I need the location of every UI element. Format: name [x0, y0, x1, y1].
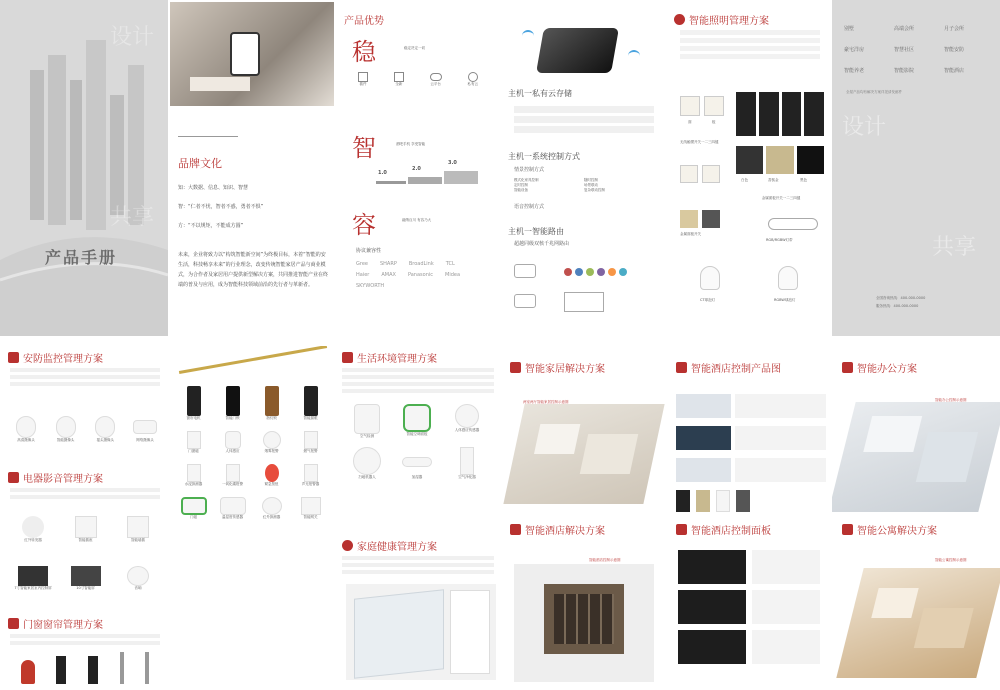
lighting-panel: 智能照明管理方案 面 板 无线触摸开关一二三四键 白色 香槟金 黑色 金属面板开关一二三四键 金属面板开关 RGB/RGBW灯带 CT球泡灯 RGBW球泡灯: [666, 0, 832, 336]
env-device-grid: 空气检测 智能空调面板 人体感应传感器 扫地机器人 加湿器 空气净化器: [342, 404, 494, 480]
heart-icon: [342, 540, 353, 551]
brand-paragraph: 未来，企业将致力以“构筑智能新空间”为终极目标，本着“智能的安生活，科技畅享未来”的行业理念，改变传统智能家居产品与商业模式，为合作者及家居用户提供新型解决方案，共同推进智能产业在终端的普及与应用，成为智能科技领域前沿的先行者与革新者。: [178, 252, 329, 288]
hotel-products-heading: 智能酒店控制产品图: [691, 364, 781, 375]
device-grid: 窗帘电机 智能门锁 指纹锁 智能猫眼 门窗磁 人体感应 烟雾报警 燃气报警 水浸探测器 一氧化碳报警 紧急按钮 声光报警器 门磁 温湿度传感器 红外探测器 智能网关: [174, 386, 332, 520]
home-banner: 两室两厅智能家居控制示意图: [523, 400, 569, 404]
brand-heading: 品牌文化: [178, 157, 222, 170]
white-switch: [704, 96, 724, 116]
curtain-heading: 门窗窗帘管理方案: [23, 620, 103, 631]
office-banner: 智能办公控制示意图: [935, 398, 967, 402]
security-panel: [0, 346, 168, 690]
home-floorplan: [503, 404, 664, 504]
security-heading: 安防监控管理方案: [23, 354, 103, 365]
hotline: 全国咨询热线：400-000-0000: [876, 296, 926, 300]
home-heading: 智能家居解决方案: [525, 364, 605, 375]
brand-lines: 知：大数据、信息、知识、智慧 智：“仁者不忧，智者不惑，勇者不惧” 方：“不以规矩，不能成方圆”: [178, 185, 264, 229]
host-panel: 主机一私有云存储 主机一系统控制方式 情景控制方式 模式化家具控制 随时控制 定时控制 场景联动 智能设备 复杂联动控制 语音控制方式 主机一智能路由 超越同级双核千兆网路由: [500, 0, 666, 336]
advantage-icons: 插件 全新 云平台 私有云: [358, 72, 478, 87]
shield-icon: [8, 352, 19, 363]
home-panel: [500, 346, 666, 690]
cloud-icon: [430, 73, 442, 81]
version-steps: 1.0 2.0 3.0: [376, 165, 486, 190]
compat-title: 协议兼容性: [356, 248, 382, 254]
health-kit-image: [346, 584, 496, 680]
white-switch: [680, 96, 700, 116]
panel-icon: [676, 524, 687, 535]
health-heading: 家庭健康管理方案: [357, 542, 437, 553]
rgb-strip: [768, 218, 818, 230]
camera-icon: [56, 416, 76, 438]
hotel-panel-grid: [678, 550, 824, 664]
apartment-heading: 智能公寓解决方案: [857, 526, 937, 537]
advantage-heading: 产品优势: [344, 16, 384, 27]
camera-icon: [95, 416, 115, 438]
building-icon: [676, 362, 687, 373]
wifi-icon: [522, 30, 534, 38]
media-heading: 电器影音管理方案: [23, 474, 103, 485]
host-section-title: 主机一智能路由: [508, 227, 564, 236]
scenario-note: 全屋产品均有解决方案详见请发邮件: [846, 90, 902, 94]
wifi-icon: [468, 72, 478, 82]
black-switch-row: [736, 92, 824, 136]
plugin-icon: [358, 72, 368, 82]
hotel-panel-heading: 智能酒店控制面板: [691, 526, 771, 537]
environment-panel: [336, 346, 500, 690]
bulb-icon: [674, 14, 685, 25]
curtain-devices: [10, 650, 160, 684]
hotel-room-diagram: [514, 564, 654, 682]
apartment-icon: [842, 524, 853, 535]
big-char-smart: 智: [352, 134, 376, 162]
wifi-icon: [628, 50, 640, 58]
lighting-heading: 智能照明管理方案: [674, 12, 769, 27]
hotline: 服务热线：400-000-0000: [876, 304, 919, 308]
hotel-product-list: [676, 394, 826, 512]
curtain-rail: [179, 346, 327, 374]
office-icon: [842, 362, 853, 373]
office-panel: [832, 346, 1000, 690]
host-device-image: [536, 28, 619, 73]
hotel-products-panel: [666, 346, 832, 690]
scene-items: 模式化家具控制 随时控制 定时控制 场景联动 智能设备 复杂联动控制: [514, 178, 605, 192]
brand-line-text: “仁者不忧，智者不惑，勇者不惧”: [188, 204, 264, 210]
hotel-heading: 智能酒店解决方案: [525, 526, 605, 537]
apartment-banner: 智能公寓控制示意图: [935, 558, 967, 562]
camera-row: 高清摄像头 智能摄像头 摇头摄像头 网络摄像头: [8, 416, 163, 443]
living-room-photo: [170, 2, 334, 106]
brand-logos: Gree SHARP BroadLink TCL Haier AMAX Panasonic Midea SKYWORTH: [356, 261, 461, 289]
watermark-text: 设计: [110, 25, 155, 50]
big-char-stable: 稳: [352, 38, 376, 66]
house-icon: [510, 362, 521, 373]
media-row-1: 红外转发器 智能插座 智能墙插: [8, 516, 163, 543]
devices-panel: [168, 346, 336, 690]
bulb-rgbw: [778, 266, 798, 290]
media-row-2: 7寸智能家居室内控制屏 10寸智能屏 音响: [8, 566, 163, 591]
camera-icon: [16, 416, 36, 438]
bulb-ct: [700, 266, 720, 290]
host-section-title: 主机一私有云存储: [508, 89, 572, 98]
watermark-text: 共享: [110, 205, 155, 230]
cover-title: 产品手册: [45, 248, 118, 267]
device-icon: [394, 72, 404, 82]
office-heading: 智能办公方案: [857, 364, 917, 375]
environment-heading: 生活环境管理方案: [357, 354, 437, 365]
camera-icon: [133, 420, 157, 434]
brand-line-text: “不以规矩，不能成方圆”: [188, 223, 244, 229]
office-floorplan: [832, 402, 1000, 512]
big-char-inclusive: 容: [352, 211, 376, 239]
hotel-banner: 智能酒店控制示意图: [589, 558, 621, 562]
hotel-icon: [510, 524, 521, 535]
apartment-floorplan: [836, 568, 1000, 678]
scenario-panel: 别墅 高端会所 月子会所 豪宅洋房 智慧社区 智能安防 智能养老 智能影院 智能酒店 全屋产品均有解决方案详见请发邮件 设计 共享 全国咨询热线：400-000-0000 服务热线：400-000-0000: [832, 0, 1000, 336]
host-section-title: 主机一系统控制方式: [508, 152, 580, 161]
cover-panel: [0, 0, 168, 336]
advantage-panel: 产品优势 稳 稳定决定一切 插件 全新 云平台 私有云 智 酒吧手机 享受智能 1.0 2.0 3.0 容 融纳百川 有容乃大 协议兼容性 Gree SHARP BroadLink TCL Haier AMAX Panasonic Midea SKYWORTH: [336, 0, 500, 336]
gold-switch-row: [736, 146, 824, 174]
window-icon: [8, 618, 19, 629]
tv-icon: [8, 472, 19, 483]
home-icon: [342, 352, 353, 363]
scenario-grid: 别墅 高端会所 月子会所 豪宅洋房 智慧社区 智能安防 智能养老 智能影院 智能酒店: [844, 26, 965, 74]
brand-panel: [168, 0, 336, 336]
brand-line-text: 大数据、信息、知识、智慧: [188, 185, 249, 191]
router-diagram: [514, 254, 654, 324]
